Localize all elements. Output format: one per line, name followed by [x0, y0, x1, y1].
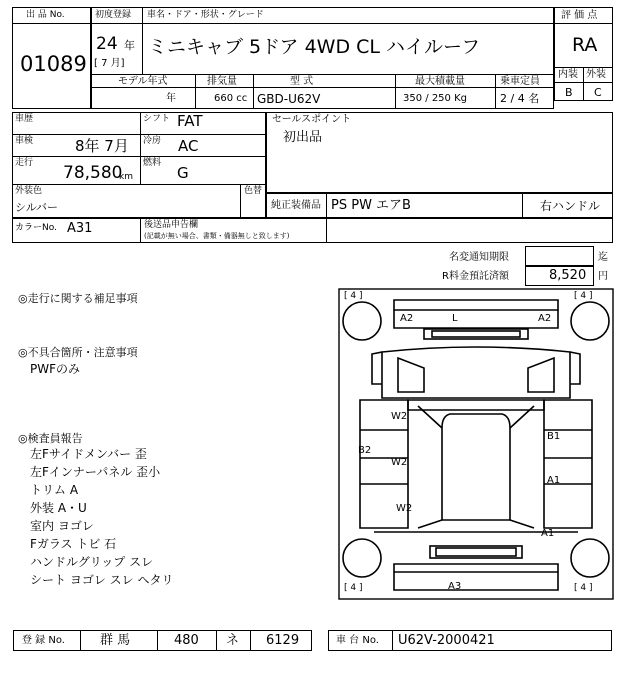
driving-remarks-title: ◎走行に関する補足事項	[18, 292, 138, 305]
inspection-value: 8年 7月	[75, 137, 129, 155]
mark-rear-bumper: A3	[448, 581, 462, 592]
equipment-value: PS PW エアB	[331, 198, 411, 213]
registration-label: 登 録 No.	[22, 635, 65, 646]
inspector-item: シート ヨゴレ スレ ヘタリ	[30, 573, 174, 587]
tire-rear-right-icon	[571, 539, 609, 577]
fuel-label: 燃料	[143, 158, 162, 168]
color-no-box	[12, 218, 613, 243]
displacement-label: 排気量	[207, 76, 237, 87]
handle-value: 右ハンドル	[540, 199, 601, 213]
capacity-label: 乗車定員	[500, 76, 540, 87]
tire-tl-label: [ 4 ]	[344, 291, 363, 301]
mark-left-lower: W2	[396, 503, 413, 514]
tire-rear-left-icon	[343, 539, 381, 577]
mark-right-slide-door: B1	[547, 431, 561, 442]
chassis-number: U62V-2000421	[398, 633, 495, 648]
registration-number: 6129	[266, 633, 300, 648]
interior-label: 内装	[558, 69, 578, 80]
tire-bl-label: [ 4 ]	[344, 583, 363, 593]
sales-point-value: 初出品	[283, 130, 323, 145]
front-panel-shape	[382, 347, 570, 398]
sales-point-label: セールスポイント	[272, 114, 352, 125]
inspector-item: 左Fサイドメンバー 歪	[30, 447, 147, 461]
max-load-value: 350 / 250 Kg	[403, 93, 467, 104]
inspector-title: ◎検査員報告	[18, 432, 83, 445]
tire-tr-label: [ 4 ]	[574, 291, 593, 301]
mileage-value: 78,580	[63, 163, 123, 183]
recycle-value: 8,520	[549, 268, 587, 283]
inspector-item: 室内 ヨゴレ	[30, 519, 94, 533]
tire-br-label: [ 4 ]	[574, 583, 593, 593]
mark-front-left-bumper: A2	[400, 313, 414, 324]
color-change-label: 色替	[244, 186, 263, 196]
registration-kana: ネ	[226, 633, 240, 648]
name-change-value-box	[525, 246, 594, 266]
inspector-item: 左Fインナーパネル 歪小	[30, 465, 161, 479]
registration-class: 480	[174, 633, 199, 648]
car-name: ミニキャブ 5ドア 4WD CL ハイルーフ	[148, 36, 481, 58]
front-bumper-shape	[394, 300, 558, 310]
recycle-label: R料金預託済額	[442, 271, 509, 282]
fuel-value: G	[177, 164, 189, 182]
model-value: GBD-U62V	[257, 92, 321, 106]
max-load-label: 最大積載量	[415, 76, 465, 87]
right-body-shape	[544, 400, 592, 528]
mark-front-center: L	[452, 313, 458, 324]
mark-left-slide-door: B2	[358, 445, 372, 456]
tire-front-right-icon	[571, 302, 609, 340]
color-no-label: カラーNo.	[15, 223, 57, 233]
first-reg-label: 初度登録	[95, 10, 132, 20]
inspector-item: ハンドルグリップ スレ	[30, 555, 154, 569]
car-name-label: 車名・ドア・形状・グレード	[147, 10, 264, 20]
color-no-value: A31	[67, 221, 93, 236]
name-change-label: 名変通知期限	[449, 252, 509, 263]
post-doc-label: 後送品申告欄	[144, 220, 199, 230]
tire-front-left-icon	[343, 302, 381, 340]
shift-value: FAT	[177, 112, 203, 130]
inspection-label: 車検	[15, 136, 34, 146]
lot-number: 01089	[20, 52, 87, 76]
first-reg-year: 24	[96, 34, 118, 54]
evaluation-score: RA	[572, 34, 598, 56]
roof-shape	[442, 414, 510, 520]
equipment-label: 純正装備品	[271, 200, 321, 211]
rear-bumper-shape	[394, 564, 558, 590]
mark-left-front-door: W2	[391, 411, 408, 422]
mileage-label: 走行	[15, 158, 34, 168]
name-change-unit: 迄	[598, 252, 608, 263]
history-label: 車歴	[15, 114, 34, 124]
inspector-item: Fガラス トビ 石	[30, 537, 117, 551]
displacement-value: 660 cc	[214, 93, 248, 104]
recycle-unit: 円	[598, 271, 608, 282]
interior-grade: B	[565, 86, 573, 99]
model-year-value: 年	[166, 93, 176, 104]
lot-label: 出 品 No.	[26, 10, 65, 20]
first-reg-year-unit: 年	[124, 39, 135, 52]
first-reg-month: [ 7 月]	[94, 58, 125, 69]
registration-area: 群 馬	[100, 633, 131, 648]
capacity-value: 2 / 4 名	[500, 92, 540, 105]
color-label: 外装色	[15, 186, 43, 196]
mark-right-rear-panel: A1	[547, 475, 561, 486]
defect-item: PWFのみ	[30, 362, 81, 376]
color-value: シルバー	[15, 201, 58, 214]
mark-front-right-bumper: A2	[538, 313, 552, 324]
car-condition-diagram	[338, 288, 614, 600]
model-label: 型 式	[290, 76, 314, 87]
evaluation-label: 評 価 点	[561, 10, 598, 21]
chassis-label: 車 台 No.	[336, 635, 379, 646]
model-year-label: モデル年式	[118, 76, 168, 87]
mark-right-lower: A1	[541, 528, 555, 539]
defect-title: ◎不具合箇所・注意事項	[18, 346, 138, 359]
shift-label: シフト	[143, 114, 171, 124]
inspector-item: トリム A	[30, 483, 79, 497]
exterior-label: 外装	[586, 69, 606, 80]
ac-label: 冷房	[143, 136, 162, 146]
mark-left-rear-panel: W2	[391, 457, 408, 468]
post-doc-note: (記載が無い場合、書類・備器無しと致します)	[144, 232, 290, 240]
mileage-unit: km	[119, 172, 133, 182]
inspector-item: 外装 A・U	[30, 501, 87, 515]
exterior-grade: C	[594, 86, 602, 99]
ac-value: AC	[178, 137, 199, 155]
